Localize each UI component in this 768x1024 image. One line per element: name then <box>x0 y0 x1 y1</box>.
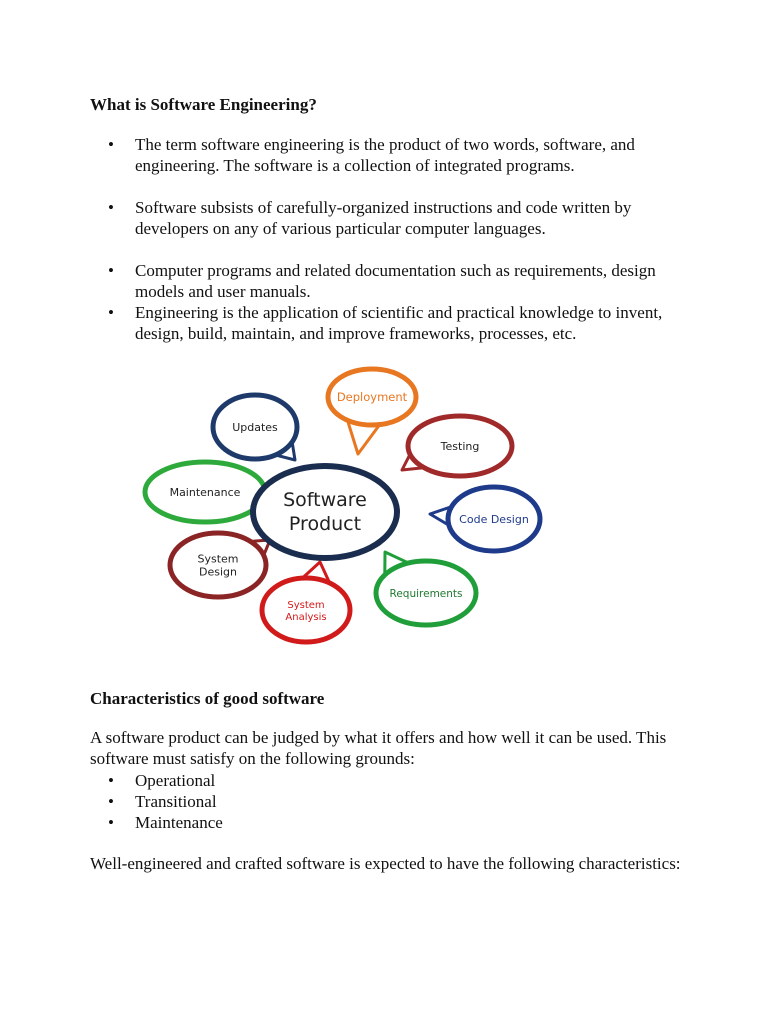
closing-paragraph: Well-engineered and crafted software is expected to have the following characteristics: <box>90 854 681 873</box>
petal-label: System <box>197 552 239 566</box>
petal-label: Deployment <box>336 390 408 404</box>
petal-deployment <box>328 369 416 454</box>
petal-label: Design <box>199 565 237 579</box>
se-definition-list <box>90 134 690 344</box>
center-label-line1: Software <box>283 489 367 511</box>
section-heading-characteristics: Characteristics of good software <box>90 689 325 708</box>
petal-label: Code Design <box>459 513 529 526</box>
section-heading-what-is-se: What is Software Engineering? <box>90 95 317 114</box>
petal-label: Requirements <box>389 588 463 600</box>
center-label-line2: Product <box>288 513 362 535</box>
grounds-list <box>90 770 690 833</box>
petal-system-design <box>170 533 270 597</box>
petal-system-analysis <box>262 562 350 642</box>
petal-maintenance <box>145 462 265 522</box>
list-item: • Computer programs and related documentation such as requirements, design models and user manuals. <box>90 260 690 302</box>
petal-label: Analysis <box>285 612 327 623</box>
list-item: • Maintenance <box>90 812 690 833</box>
petal-updates <box>213 395 297 460</box>
list-item: • Operational <box>90 770 690 791</box>
list-item: • Transitional <box>90 791 690 812</box>
petal-code-design <box>430 487 540 551</box>
petal-testing <box>402 416 512 476</box>
center-ellipse <box>253 466 397 558</box>
list-item: • Engineering is the application of scientific and practical knowledge to invent, design, build, maintain, and improve frameworks, processes, etc. <box>90 302 690 344</box>
petal-label: System <box>287 600 325 611</box>
petal-label: Testing <box>440 440 480 453</box>
list-item: • Software subsists of carefully-organized instructions and code written by developers on any of various particular computer languages. <box>90 197 690 239</box>
software-product-diagram <box>130 362 560 652</box>
petal-label: Updates <box>232 421 278 434</box>
petal-requirements <box>376 552 476 625</box>
intro-paragraph: A software product can be judged by what it offers and how well it can be used. This software must satisfy on the following grounds: <box>90 728 667 768</box>
petal-label: Maintenance <box>169 486 241 499</box>
list-item: • The term software engineering is the product of two words, software, and engineering. The software is a collection of integrated programs. <box>90 134 690 176</box>
